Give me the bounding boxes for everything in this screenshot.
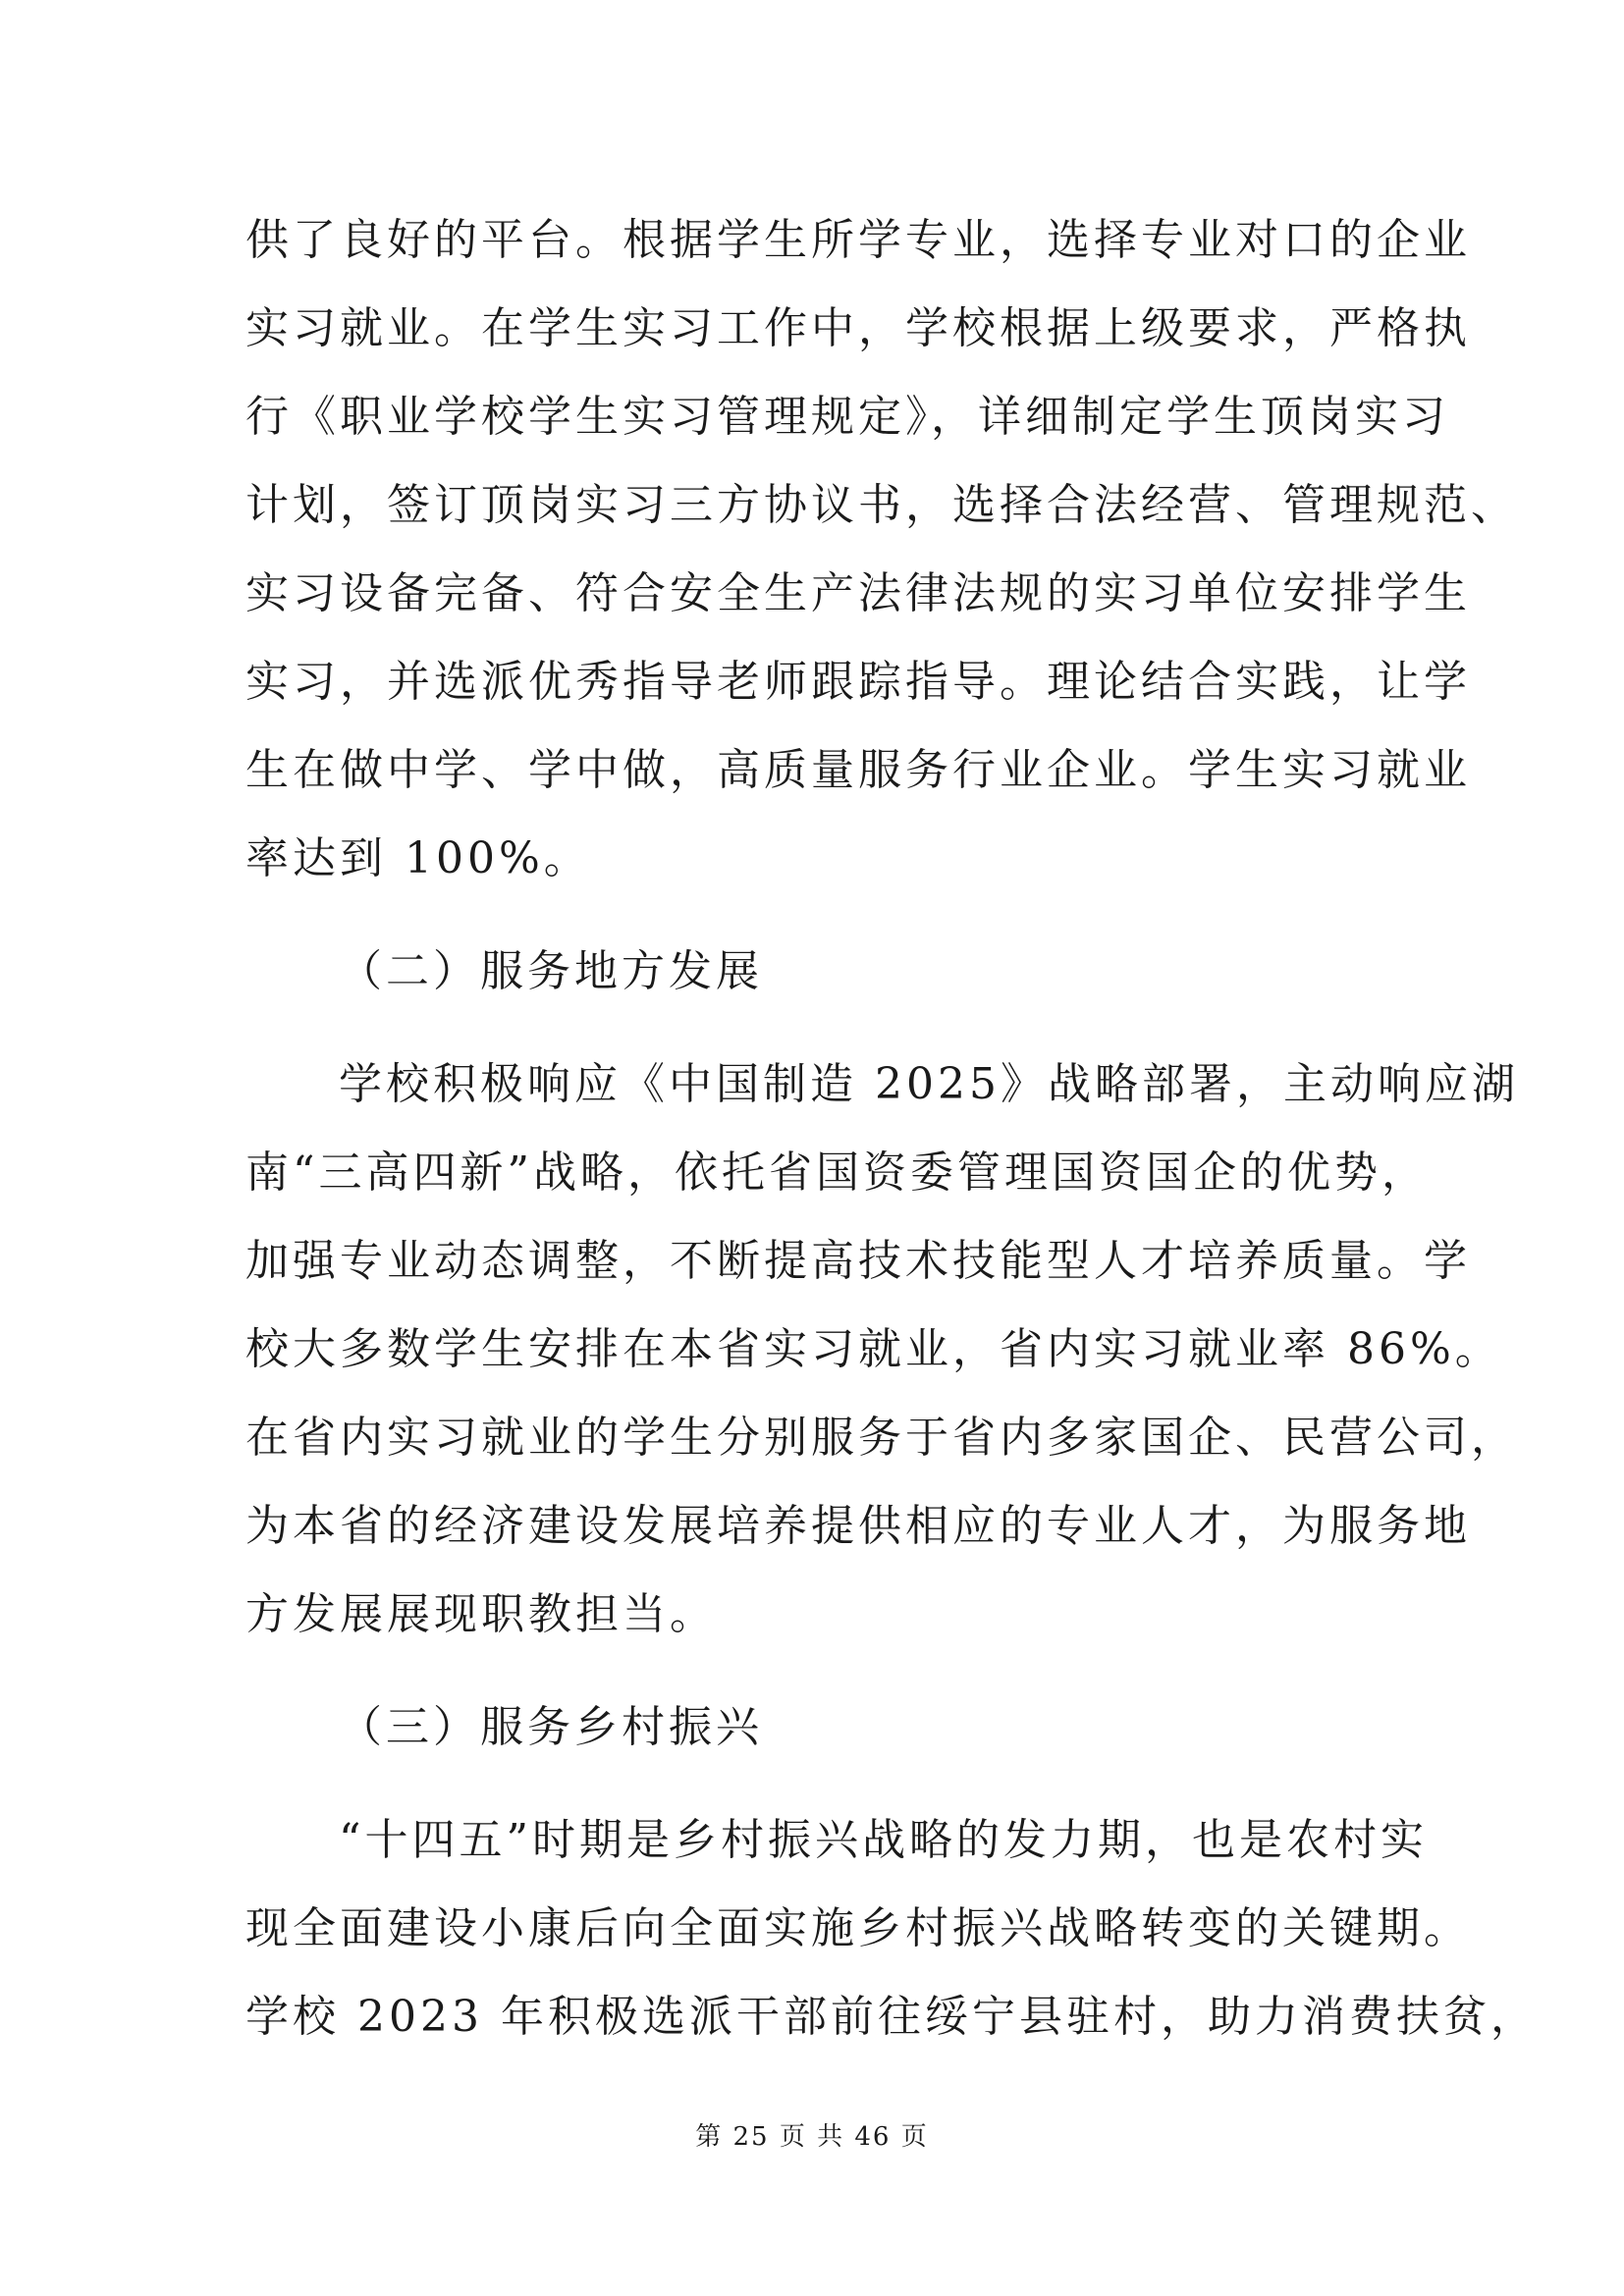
paragraph-line: 加强专业动态调整，不断提高技术技能型人才培养质量。学 <box>245 1236 1471 1286</box>
paragraph-line: 南“三高四新”战略，依托省国资委管理国资国企的优势， <box>245 1148 1429 1198</box>
paragraph-line: 学校积极响应《中国制造 2025》战略部署，主动响应湖 <box>339 1059 1519 1109</box>
paragraph-line: “十四五”时期是乡村振兴战略的发力期，也是农村实 <box>339 1815 1428 1865</box>
page-number: 第 25 页 共 46 页 <box>695 2122 929 2152</box>
paragraph-line: 现全面建设小康后向全面实施乡村振兴战略转变的关键期。 <box>245 1903 1471 1953</box>
paragraph-line: 实习设备完备、符合安全生产法律法规的实习单位安排学生 <box>245 568 1471 618</box>
paragraph-line: 为本省的经济建设发展培养提供相应的专业人才，为服务地 <box>245 1501 1471 1551</box>
paragraph-line: 实习就业。在学生实习工作中，学校根据上级要求，严格执 <box>245 303 1471 353</box>
paragraph-line: 方发展展现职教担当。 <box>245 1589 717 1639</box>
paragraph-line: 在省内实习就业的学生分别服务于省内多家国企、民营公司， <box>245 1413 1518 1463</box>
paragraph-line: 供了良好的平台。根据学生所学专业，选择专业对口的企业 <box>245 215 1471 265</box>
paragraph-line: 生在做中学、学中做，高质量服务行业企业。学生实习就业 <box>245 745 1471 795</box>
paragraph-line: 率达到 100%。 <box>245 833 591 883</box>
section-heading: （二）服务地方发展 <box>339 946 763 996</box>
paragraph-line: 计划，签订顶岗实习三方协议书，选择合法经营、管理规范、 <box>245 480 1518 530</box>
paragraph-line: 学校 2023 年积极选派干部前往绥宁县驻村，助力消费扶贫， <box>245 1992 1538 2042</box>
section-heading: （三）服务乡村振兴 <box>339 1702 763 1752</box>
paragraph-line: 校大多数学生安排在本省实习就业，省内实习就业率 86%。 <box>245 1324 1502 1374</box>
paragraph-line: 行《职业学校学生实习管理规定》，详细制定学生顶岗实习 <box>245 392 1449 442</box>
paragraph-line: 实习，并选派优秀指导老师跟踪指导。理论结合实践，让学 <box>245 657 1471 707</box>
